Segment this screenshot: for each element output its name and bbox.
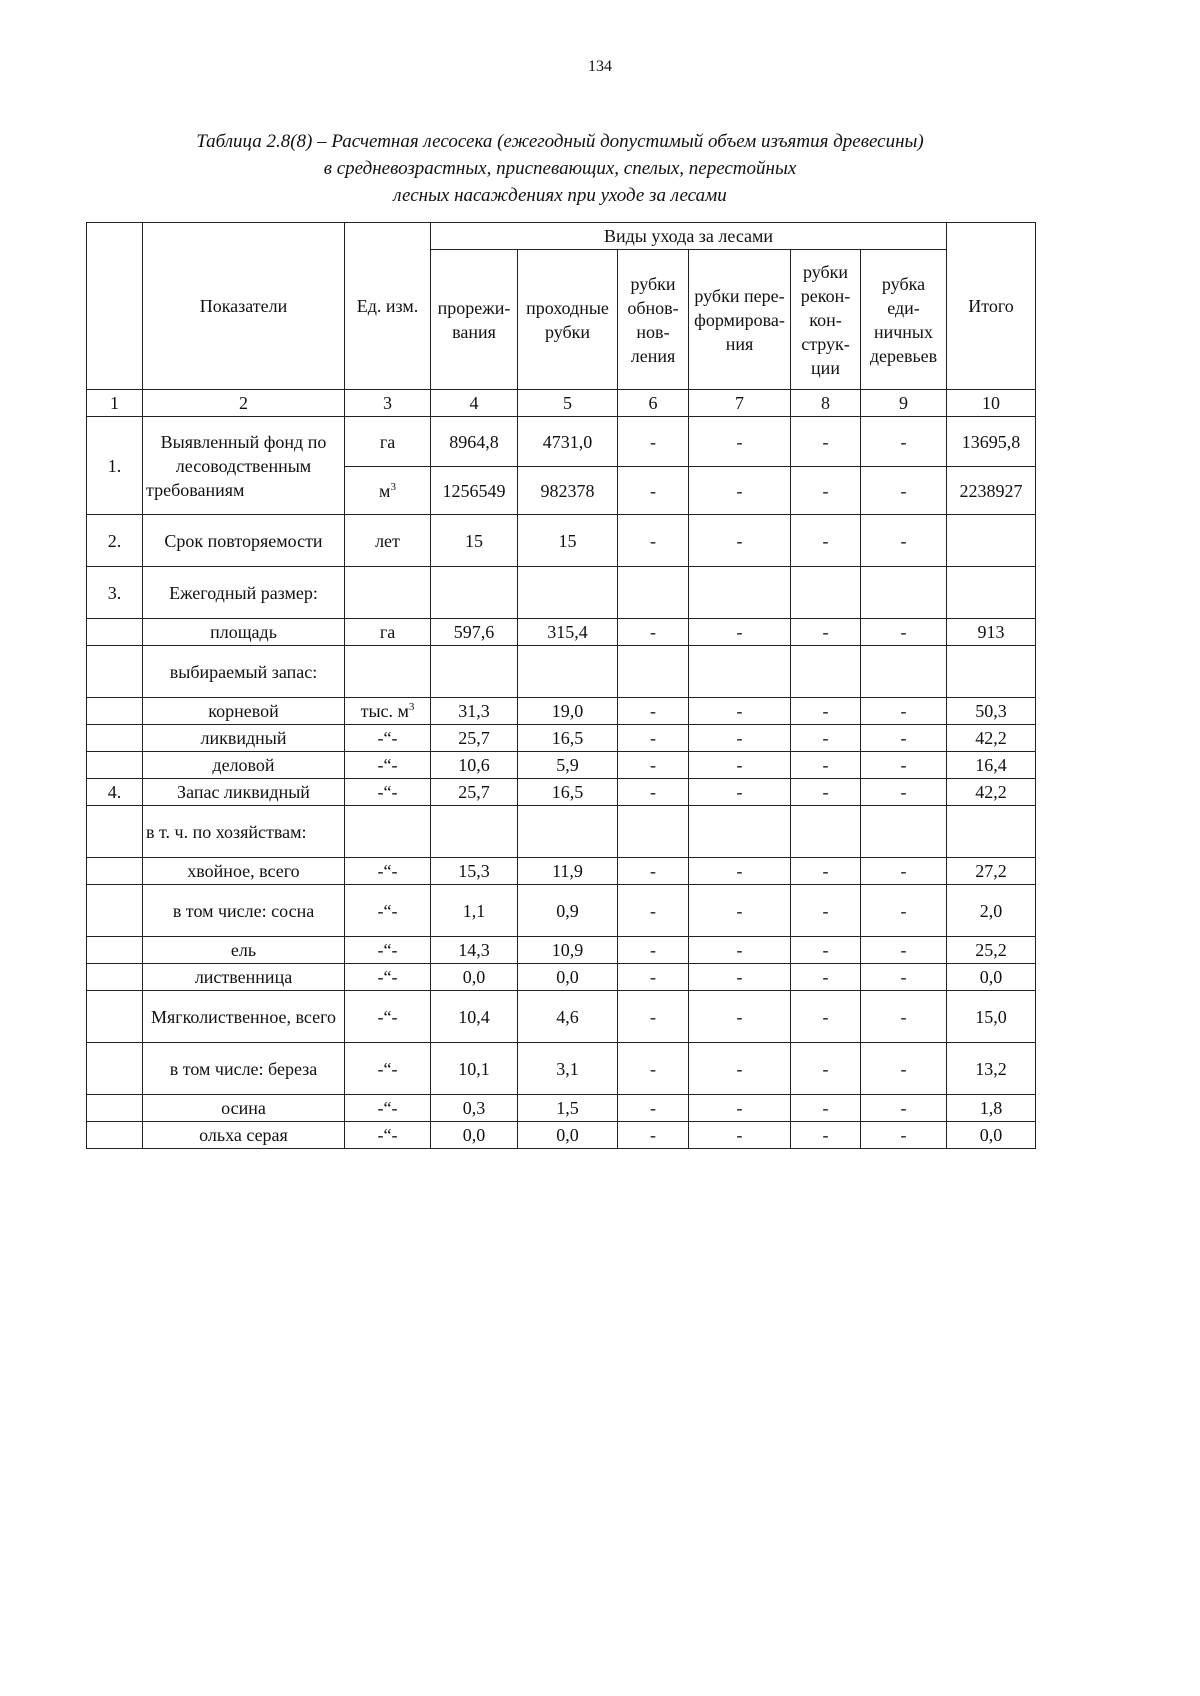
- table-row: [87, 646, 1036, 698]
- total-cell: 16,4: [947, 752, 1036, 779]
- value-cell: 3,1: [518, 1043, 618, 1095]
- total-cell: 50,3: [947, 698, 1036, 725]
- empty-cell: [87, 646, 143, 698]
- value-cell: -: [689, 698, 791, 725]
- value-cell: -: [791, 1043, 861, 1095]
- col-number: 9: [861, 390, 947, 417]
- value-cell: 597,6: [431, 619, 518, 646]
- value-cell: -: [689, 725, 791, 752]
- value-cell: 16,5: [518, 725, 618, 752]
- empty-cell: [345, 646, 431, 698]
- unit-cell: -“-: [345, 858, 431, 885]
- value-cell: 31,3: [431, 698, 518, 725]
- table-row: [87, 964, 1036, 991]
- value-cell: 19,0: [518, 698, 618, 725]
- row-label: Ежегодный размер:: [143, 567, 345, 619]
- unit-cell: -“-: [345, 725, 431, 752]
- value-cell: -: [791, 515, 861, 567]
- value-cell: -: [618, 467, 689, 515]
- empty-cell: [518, 646, 618, 698]
- unit-cell: -“-: [345, 937, 431, 964]
- empty-cell: [87, 964, 143, 991]
- value-cell: 4,6: [518, 991, 618, 1043]
- value-cell: -: [791, 1122, 861, 1149]
- value-cell: -: [618, 619, 689, 646]
- value-cell: -: [791, 698, 861, 725]
- header-col-reformation-cutting: рубки переформирования: [689, 250, 791, 390]
- value-cell: -: [689, 858, 791, 885]
- table-row: [87, 698, 1036, 725]
- row-label: ель: [143, 937, 345, 964]
- header-unit: Ед. изм.: [345, 223, 431, 390]
- unit-text: м: [379, 480, 391, 501]
- empty-cell: [689, 567, 791, 619]
- table-row: [87, 567, 1036, 619]
- value-cell: 1,5: [518, 1095, 618, 1122]
- value-cell: -: [861, 858, 947, 885]
- value-cell: -: [861, 515, 947, 567]
- value-cell: -: [791, 467, 861, 515]
- total-cell: 42,2: [947, 779, 1036, 806]
- empty-cell: [689, 806, 791, 858]
- value-cell: -: [791, 1095, 861, 1122]
- table-row: [87, 885, 1036, 937]
- header-empty-cell: [87, 223, 143, 390]
- value-cell: -: [689, 779, 791, 806]
- table-row: [87, 1095, 1036, 1122]
- unit-superscript: 3: [390, 480, 396, 493]
- row-label: выбираемый запас:: [143, 646, 345, 698]
- row-label: в т. ч. по хозяйствам:: [143, 806, 345, 858]
- empty-cell: [518, 806, 618, 858]
- value-cell: -: [618, 1095, 689, 1122]
- value-cell: -: [791, 885, 861, 937]
- empty-cell: [618, 806, 689, 858]
- header-indicators: Показатели: [143, 223, 345, 390]
- value-cell: -: [689, 937, 791, 964]
- table-row: [87, 937, 1036, 964]
- row-number: 4.: [87, 779, 143, 806]
- caption-line-2: в средневозрастных, приспевающих, спелых, перестойных: [323, 158, 797, 179]
- table-row: [87, 725, 1036, 752]
- row-label: площадь: [143, 619, 345, 646]
- col-number: 8: [791, 390, 861, 417]
- empty-cell: [861, 567, 947, 619]
- header-care-types: Виды ухода за лесами: [431, 223, 947, 250]
- empty-cell: [947, 567, 1036, 619]
- value-cell: -: [861, 1122, 947, 1149]
- unit-cell: -“-: [345, 779, 431, 806]
- caption-line-1: Таблица 2.8(8) – Расчетная лесосека (ежегодный допустимый объем изъятия древесины): [196, 131, 924, 152]
- value-cell: 0,0: [518, 964, 618, 991]
- total-cell: 27,2: [947, 858, 1036, 885]
- empty-cell: [87, 806, 143, 858]
- empty-cell: [87, 1095, 143, 1122]
- total-cell: 15,0: [947, 991, 1036, 1043]
- empty-cell: [87, 1043, 143, 1095]
- value-cell: 11,9: [518, 858, 618, 885]
- empty-cell: [87, 619, 143, 646]
- value-cell: 15: [431, 515, 518, 567]
- empty-cell: [518, 567, 618, 619]
- col-number: 7: [689, 390, 791, 417]
- value-cell: -: [689, 1095, 791, 1122]
- value-cell: 25,7: [431, 779, 518, 806]
- value-cell: 4731,0: [518, 417, 618, 467]
- unit-cell: га: [345, 619, 431, 646]
- value-cell: 5,9: [518, 752, 618, 779]
- value-cell: -: [791, 991, 861, 1043]
- value-cell: -: [861, 619, 947, 646]
- value-cell: -: [861, 1095, 947, 1122]
- col-number: 5: [518, 390, 618, 417]
- table-row: [87, 1122, 1036, 1149]
- value-cell: -: [861, 417, 947, 467]
- table-row: [87, 806, 1036, 858]
- value-cell: -: [618, 698, 689, 725]
- value-cell: -: [689, 885, 791, 937]
- value-cell: -: [618, 1043, 689, 1095]
- row-label: в том числе: сосна: [143, 885, 345, 937]
- value-cell: 15: [518, 515, 618, 567]
- row-label: хвойное, всего: [143, 858, 345, 885]
- unit-cell: лет: [345, 515, 431, 567]
- unit-cell: -“-: [345, 1095, 431, 1122]
- empty-cell: [87, 937, 143, 964]
- empty-cell: [947, 646, 1036, 698]
- value-cell: 10,1: [431, 1043, 518, 1095]
- value-cell: -: [689, 417, 791, 467]
- total-cell: 42,2: [947, 725, 1036, 752]
- value-cell: -: [861, 885, 947, 937]
- forest-care-table: [86, 222, 1036, 1149]
- total-cell: 913: [947, 619, 1036, 646]
- table-row: [87, 991, 1036, 1043]
- value-cell: -: [618, 779, 689, 806]
- empty-cell: [689, 646, 791, 698]
- value-cell: 16,5: [518, 779, 618, 806]
- empty-cell: [345, 567, 431, 619]
- total-cell: 13695,8: [947, 417, 1036, 467]
- value-cell: -: [791, 779, 861, 806]
- value-cell: 25,7: [431, 725, 518, 752]
- value-cell: 982378: [518, 467, 618, 515]
- row-label: ликвидный: [143, 725, 345, 752]
- value-cell: -: [791, 725, 861, 752]
- value-cell: 1,1: [431, 885, 518, 937]
- table-row: [87, 779, 1036, 806]
- header-col-passage-cutting: проходные рубки: [518, 250, 618, 390]
- value-cell: -: [618, 858, 689, 885]
- value-cell: -: [791, 752, 861, 779]
- value-cell: -: [861, 698, 947, 725]
- col-number: 1: [87, 390, 143, 417]
- value-cell: -: [861, 1043, 947, 1095]
- total-cell: 1,8: [947, 1095, 1036, 1122]
- row-label: в том числе: береза: [143, 1043, 345, 1095]
- value-cell: -: [689, 619, 791, 646]
- empty-cell: [431, 806, 518, 858]
- value-cell: -: [861, 779, 947, 806]
- value-cell: -: [861, 752, 947, 779]
- value-cell: -: [791, 964, 861, 991]
- table-row: [87, 858, 1036, 885]
- empty-cell: [345, 806, 431, 858]
- row-label: корневой: [143, 698, 345, 725]
- header-col-single-tree-cutting: рубка единичных деревьев: [861, 250, 947, 390]
- empty-cell: [87, 1122, 143, 1149]
- value-cell: 14,3: [431, 937, 518, 964]
- value-cell: -: [861, 964, 947, 991]
- empty-cell: [87, 858, 143, 885]
- table-row: [87, 515, 1036, 567]
- value-cell: 10,4: [431, 991, 518, 1043]
- unit-cell: -“-: [345, 964, 431, 991]
- caption-line-3: лесных насаждениях при уходе за лесами: [393, 185, 727, 206]
- value-cell: -: [861, 937, 947, 964]
- value-cell: -: [618, 725, 689, 752]
- value-cell: 0,0: [518, 1122, 618, 1149]
- row-number: 2.: [87, 515, 143, 567]
- unit-cell: -“-: [345, 885, 431, 937]
- empty-cell: [791, 646, 861, 698]
- page-number: 134: [588, 58, 612, 75]
- value-cell: -: [689, 752, 791, 779]
- value-cell: -: [618, 964, 689, 991]
- col-number: 6: [618, 390, 689, 417]
- empty-cell: [431, 567, 518, 619]
- empty-cell: [618, 567, 689, 619]
- header-col-renewal-cutting: рубки обновновления: [618, 250, 689, 390]
- table-row: [87, 1043, 1036, 1095]
- unit-cell: [345, 467, 431, 515]
- value-cell: 10,9: [518, 937, 618, 964]
- total-cell: 13,2: [947, 1043, 1036, 1095]
- unit-cell: га: [345, 417, 431, 467]
- value-cell: 0,0: [431, 1122, 518, 1149]
- empty-cell: [87, 698, 143, 725]
- empty-cell: [87, 885, 143, 937]
- value-cell: -: [791, 417, 861, 467]
- empty-cell: [87, 752, 143, 779]
- table-row: [87, 752, 1036, 779]
- table-caption: [80, 128, 1040, 209]
- col-number: 2: [143, 390, 345, 417]
- unit-text: тыс. м: [360, 701, 409, 721]
- value-cell: -: [861, 725, 947, 752]
- value-cell: -: [689, 1122, 791, 1149]
- row-label: осина: [143, 1095, 345, 1122]
- empty-cell: [861, 806, 947, 858]
- col-number: 4: [431, 390, 518, 417]
- total-cell: 0,0: [947, 1122, 1036, 1149]
- unit-superscript: 3: [408, 701, 415, 713]
- value-cell: -: [861, 467, 947, 515]
- empty-cell: [791, 567, 861, 619]
- value-cell: 0,3: [431, 1095, 518, 1122]
- value-cell: 315,4: [518, 619, 618, 646]
- header-col-reconstruction-cutting: рубки реконконструкции: [791, 250, 861, 390]
- total-cell: 2,0: [947, 885, 1036, 937]
- row-label: Срок повторяемости: [143, 515, 345, 567]
- value-cell: -: [618, 515, 689, 567]
- unit-cell: [345, 698, 431, 725]
- value-cell: -: [618, 752, 689, 779]
- total-cell: 25,2: [947, 937, 1036, 964]
- row-number: 1.: [87, 417, 143, 515]
- value-cell: -: [689, 515, 791, 567]
- value-cell: 8964,8: [431, 417, 518, 467]
- value-cell: -: [689, 964, 791, 991]
- unit-cell: -“-: [345, 991, 431, 1043]
- value-cell: -: [689, 991, 791, 1043]
- value-cell: -: [618, 1122, 689, 1149]
- unit-cell: -“-: [345, 752, 431, 779]
- header-row-1: [87, 223, 1036, 250]
- value-cell: 1256549: [431, 467, 518, 515]
- header-total: Итого: [947, 223, 1036, 390]
- value-cell: -: [791, 937, 861, 964]
- row-label: лиственница: [143, 964, 345, 991]
- col-number: 3: [345, 390, 431, 417]
- empty-cell: [87, 725, 143, 752]
- table-row: [87, 417, 1036, 467]
- table-row: [87, 619, 1036, 646]
- value-cell: -: [618, 885, 689, 937]
- unit-cell: -“-: [345, 1043, 431, 1095]
- value-cell: -: [861, 991, 947, 1043]
- empty-cell: [861, 646, 947, 698]
- total-cell: 0,0: [947, 964, 1036, 991]
- empty-cell: [947, 806, 1036, 858]
- row-label: Выявленный фонд по лесоводственным требованиям: [143, 417, 345, 515]
- row-label: деловой: [143, 752, 345, 779]
- row-label: ольха серая: [143, 1122, 345, 1149]
- empty-cell: [791, 806, 861, 858]
- value-cell: 15,3: [431, 858, 518, 885]
- row-label: Запас ликвидный: [143, 779, 345, 806]
- value-cell: -: [689, 1043, 791, 1095]
- empty-cell: [87, 991, 143, 1043]
- value-cell: -: [791, 858, 861, 885]
- value-cell: -: [618, 991, 689, 1043]
- empty-cell: [618, 646, 689, 698]
- total-cell: [947, 515, 1036, 567]
- value-cell: -: [791, 619, 861, 646]
- total-cell: 2238927: [947, 467, 1036, 515]
- row-number: 3.: [87, 567, 143, 619]
- value-cell: 10,6: [431, 752, 518, 779]
- empty-cell: [431, 646, 518, 698]
- value-cell: 0,9: [518, 885, 618, 937]
- value-cell: -: [618, 937, 689, 964]
- header-col-thinning: прореживания: [431, 250, 518, 390]
- col-number: 10: [947, 390, 1036, 417]
- value-cell: -: [618, 417, 689, 467]
- row-label: Мягколиственное, всего: [143, 991, 345, 1043]
- value-cell: -: [689, 467, 791, 515]
- value-cell: 0,0: [431, 964, 518, 991]
- column-number-row: [87, 390, 1036, 417]
- unit-cell: -“-: [345, 1122, 431, 1149]
